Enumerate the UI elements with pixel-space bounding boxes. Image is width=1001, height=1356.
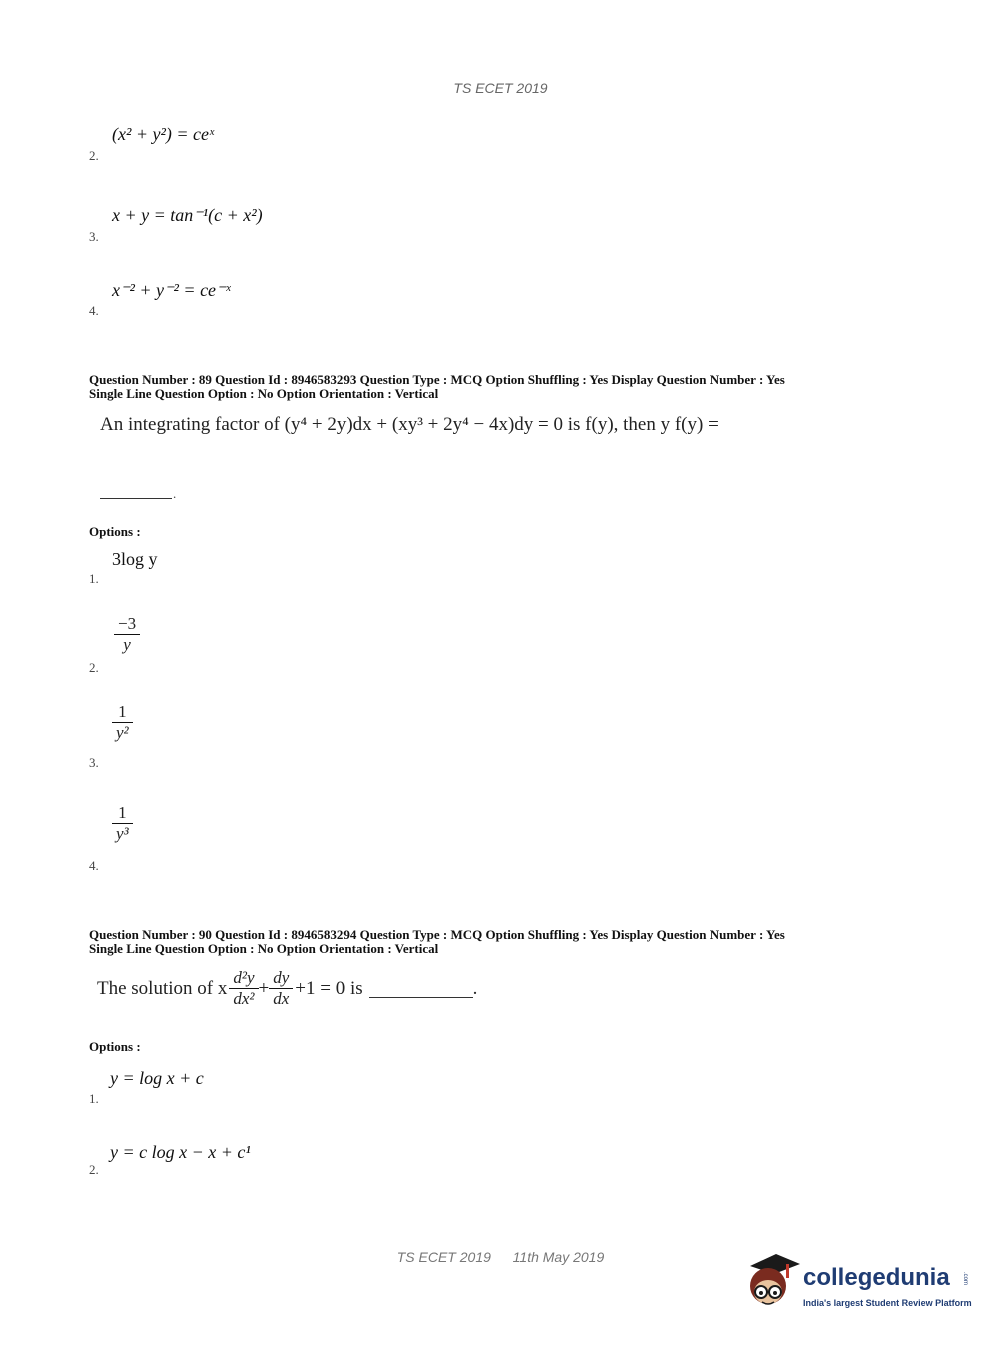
q90-meta-line1: Question Number : 90 Question Id : 8946583294 Question Type : MCQ Option Shuffling : Yes Display Question Number : Yes: [89, 927, 785, 942]
q89-meta-line1: Question Number : 89 Question Id : 8946583293 Question Type : MCQ Option Shuffling : Yes Display Question Number : Yes: [89, 372, 785, 387]
footer-exam: TS ECET 2019: [396, 1249, 491, 1265]
q89-answer-blank: [100, 498, 172, 499]
prev-option-4-number: 4.: [89, 303, 99, 318]
logo-tagline: India's largest Student Review Platform: [803, 1298, 972, 1308]
q90-frac2-num: dy: [269, 968, 293, 989]
q89-option-3-fraction: [112, 702, 133, 743]
q89-option-3-denominator: y²: [116, 723, 129, 742]
logo-wordmark: collegedunia: [803, 1264, 950, 1291]
q89-question-text: An integrating factor of (y⁴ + 2y)dx + (xy³ + 2y⁴ − 4x)dy = 0 is f(y), then y f(y) =: [100, 414, 719, 435]
q89-option-2-denominator: y: [123, 635, 131, 654]
collegedunia-mascot-icon: [742, 1252, 802, 1312]
footer-date: 11th May 2019: [512, 1249, 605, 1265]
q90-text-suffix: +1 = 0 is: [295, 977, 363, 999]
q90-plus: +: [258, 977, 270, 999]
q90-text-prefix: The solution of x: [97, 977, 228, 999]
page-footer: [0, 1249, 1001, 1265]
prev-option-3-expr: x + y = tan⁻¹(c + x²): [112, 205, 263, 225]
q90-fraction-first-derivative: [269, 968, 293, 1009]
q89-option-2-numerator: −3: [114, 614, 140, 635]
q90-options-label: Options :: [89, 1039, 141, 1054]
q89-option-2-fraction: [114, 614, 140, 655]
logo-com-suffix: .com: [962, 1272, 968, 1286]
prev-option-3-number: 3.: [89, 229, 99, 244]
q89-option-3-number: 3.: [89, 755, 99, 770]
q89-option-2-number: 2.: [89, 660, 99, 675]
q89-meta-line2: Single Line Question Option : No Option Orientation : Vertical: [89, 386, 439, 401]
prev-option-2-expr: (x² + y²) = ceˣ: [112, 124, 215, 144]
q90-frac1-num: d²y: [229, 968, 258, 989]
q89-option-4-denominator: y³: [116, 824, 129, 843]
q90-option-1-number: 1.: [89, 1091, 99, 1106]
q90-blank-period: .: [472, 977, 478, 999]
q89-option-4-number: 4.: [89, 858, 99, 873]
page-header: TS ECET 2019: [453, 80, 548, 96]
q90-option-2-expr: y = c log x − x + c¹: [110, 1142, 251, 1162]
q90-option-2-number: 2.: [89, 1162, 99, 1177]
q89-option-1-number: 1.: [89, 571, 99, 586]
q89-option-1-expr: 3log y: [112, 549, 158, 569]
q90-fraction-second-derivative: [229, 968, 258, 1009]
q89-option-3-numerator: 1: [112, 702, 133, 723]
q89-options-label: Options :: [89, 524, 141, 539]
q90-question-text: [97, 968, 477, 1009]
q90-option-1-expr: y = log x + c: [110, 1068, 204, 1088]
q89-option-4-fraction: [112, 803, 133, 844]
q89-blank-period: .: [173, 486, 177, 501]
q90-frac1-den: dx²: [233, 989, 255, 1008]
prev-option-4-expr: x⁻² + y⁻² = ce⁻ˣ: [112, 280, 231, 300]
prev-option-2-number: 2.: [89, 148, 99, 163]
q90-answer-blank: [369, 979, 473, 998]
q89-option-4-numerator: 1: [112, 803, 133, 824]
q90-frac2-den: dx: [273, 989, 290, 1008]
q90-meta-line2: Single Line Question Option : No Option Orientation : Vertical: [89, 941, 439, 956]
